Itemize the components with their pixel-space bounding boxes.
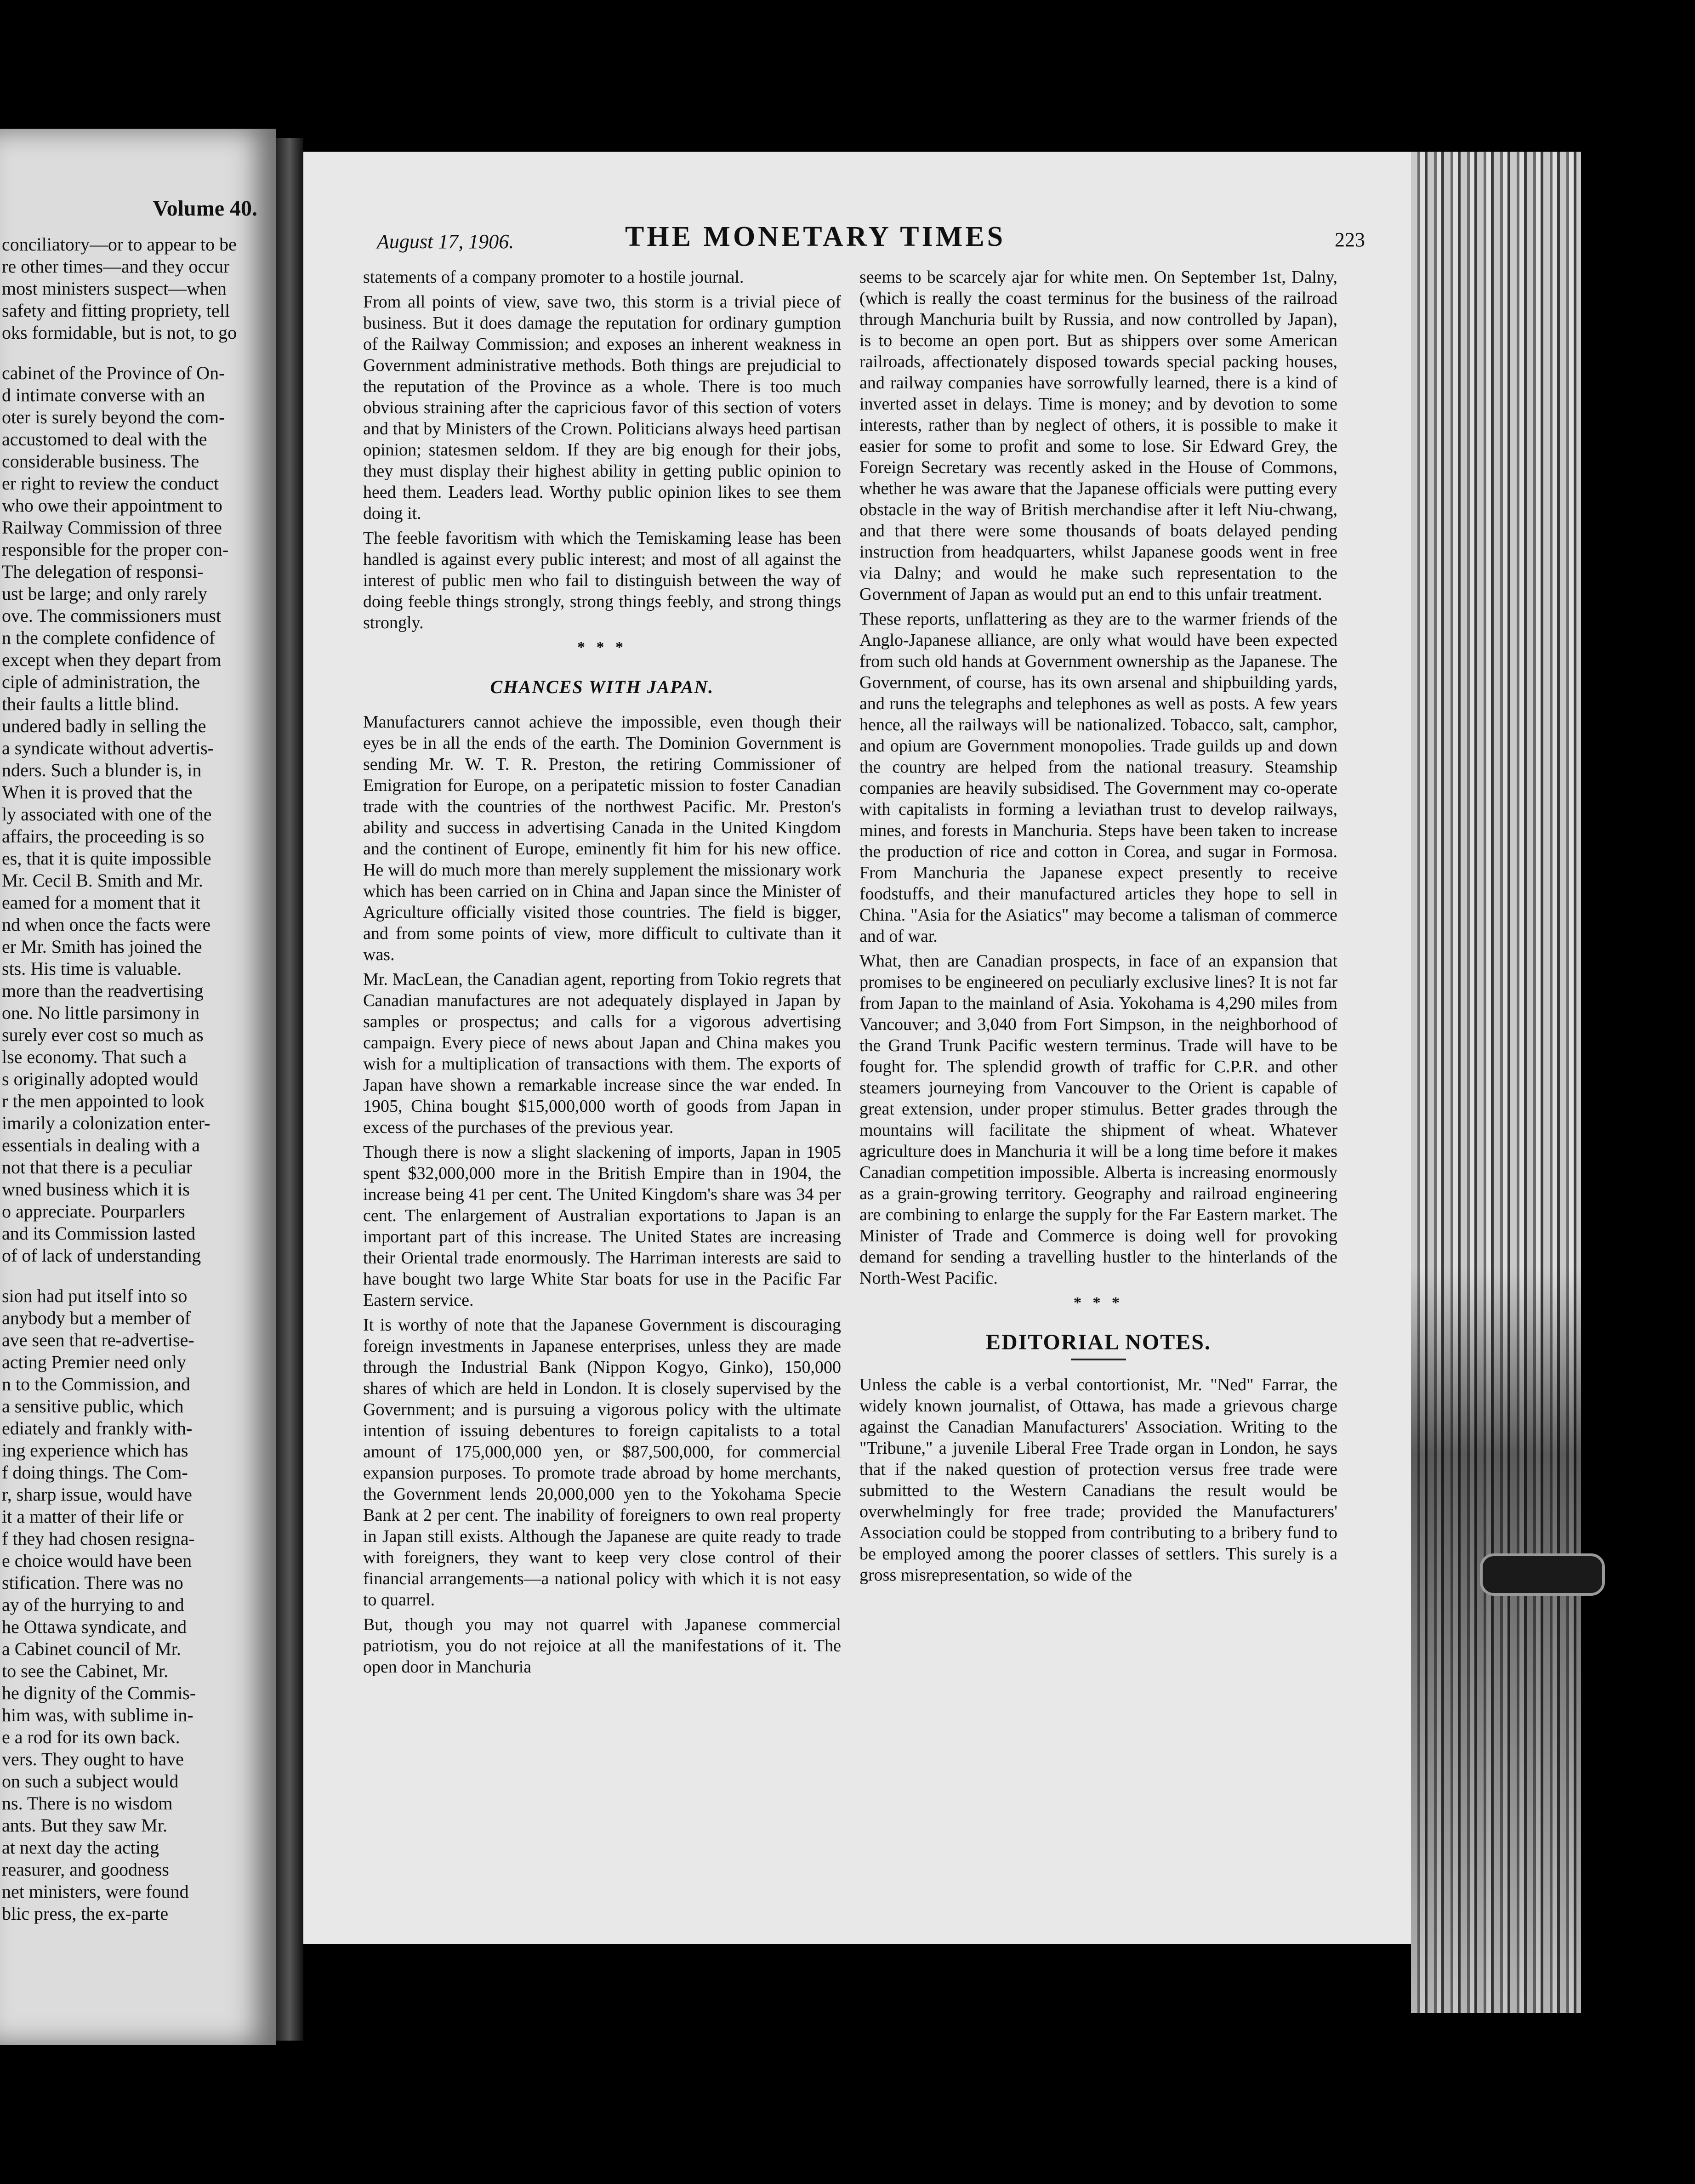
page-number: 223 [1335,228,1365,251]
paragraph: seems to be scarcely ajar for white men. On September 1st, Dalny, (which is really the coast terminus for the business of the railroad through Manchuria built by Russia, and now controlled by Japan), is to become an open port. But as shippers over some American railroads, affectionately disposed towards special packing houses, and railway companies have sorrowfully learned, there is a kind of inverted asset in delays. Time is money; and by devotion to some interests, rather than by neglect of others, it is possible to make it easier for some to profit and some to lose. Sir Edward Grey, the Foreign Secretary was recently asked in the House of Commons, whether he was aware that the Japanese officials were putting every obstacle in the way of British merchandise after it left Niu-chwang, and that there were some thousands of boats delayed pending instruction from headquarters, whilst Japanese goods went in free via Dalny; and would he make such representation to the Government of Japan as would put an end to this unfair treatment. [859,267,1337,604]
text-line: oter is surely beyond the com- [2,407,225,427]
text-line: on such a subject would [2,1771,179,1792]
text-line: er right to review the conduct [2,473,219,494]
text-line: f they had chosen resigna- [2,1528,195,1549]
text-line: ave seen that re-advertise- [2,1330,194,1350]
text-line: ediately and frankly with- [2,1418,193,1439]
text-line: undered badly in selling the [2,716,206,736]
text-line: to see the Cabinet, Mr. [2,1661,169,1681]
left-page [0,129,276,2045]
book-strap [1480,1553,1605,1596]
text-line: f doing things. The Com- [2,1462,188,1483]
text-line: it a matter of their life or [2,1506,184,1527]
column-two [859,267,1337,1589]
article-heading: CHANCES WITH JAPAN. [490,677,714,697]
text-line: sts. His time is valuable. [2,958,182,979]
book-gutter [276,138,303,2041]
text-line: o appreciate. Pourparlers [2,1201,185,1222]
paragraph: From all points of view, save two, this storm is a trivial piece of business. But it does damage the reputation for ordinary gumption of the Railway Commission; and exposes an inherent weakness in Government administrative methods. Both things are prejudicial to the reputation of the Province as a whole. There is too much obvious straining after the capricious favor of this section of voters and that by Ministers of the Crown. Politicians always heed partisan opinion; statesmen seldom. If they are big enough for their jobs, they must display their highest ability in getting public opinion to heed them. Leaders lead. Worthy public opinion likes to see them doing it. [363,292,841,523]
text-line: considerable business. The [2,451,199,472]
text-line: of of lack of understanding [2,1245,201,1266]
text-line: blic press, the ex-parte [2,1903,169,1924]
text-line: responsible for the proper con- [2,539,229,560]
issue-date: August 17, 1906. [377,230,514,253]
paragraph: Though there is now a slight slackening of imports, Japan in 1905 spent $32,000,000 more in the British Empire than in 1904, the increase being 41 per cent. The United Kingdom's share was 34 per cent. The enlargement of Australian exportations to Japan is an important part of this increase. The United States are increasing their Oriental trade enormously. The Harriman interests are said to have bought two large White Star boats for use in the Pacific Far Eastern service. [363,1143,841,1310]
text-line: safety and fitting propriety, tell [2,300,230,321]
paragraph: It is worthy of note that the Japanese Government is discouraging foreign investments in Japanese enterprises, unless they are made through the Industrial Bank (Nippon Kogyo, Ginko), 150,000 shares of which are held in London. It is closely supervised by the Government; and is pursuing a vigorous policy with the ultimate intention of issuing debentures to foreign capitalists to a total amount of 175,000,000 yen, or $87,500,000, for commercial expansion purposes. To promote trade abroad by home merchants, the Government lends 20,000,000 yen to the Yokohama Specie Bank at 2 per cent. The inability of foreigners to own real property in Japan still exists. Although the Japanese are quite ready to trade with foreigners, they want to keep very close control of their financial arrangements—a national policy with which it is not easy to quarrel. [363,1315,841,1610]
text-line: sion had put itself into so [2,1285,188,1306]
text-line: ing experience which has [2,1440,188,1461]
paragraph: Mr. MacLean, the Canadian agent, reporting from Tokio regrets that Canadian manufactures are not adequately displayed in Japan by samples or prospectus; and calls for a vigorous advertising campaign. Every piece of news about Japan and China makes you wish for a multiplication of transactions with them. The exports of Japan have shown a remarkable increase since the war ended. In 1905, China bought $15,000,000 worth of goods from Japan in excess of the purchases of the previous year. [363,970,841,1137]
text-line: es, that it is quite impossible [2,848,211,869]
page-edge-shadow [1411,152,1581,2013]
text-line: he dignity of the Commis- [2,1683,196,1703]
paragraph: The feeble favoritism with which the Temiskaming lease has been handled is against every public interest; and most of all against the interest of public men who fail to distinguish between the way of doing feeble things strongly, strong things feebly, and strong things strongly. [363,529,841,632]
text-line: ciple of administration, the [2,671,200,692]
text-line: most ministers suspect—when [2,278,227,299]
text-line: cabinet of the Province of On- [2,363,225,383]
text-line: n to the Commission, and [2,1374,190,1394]
text-line: lse economy. That such a [2,1046,187,1067]
text-line: nders. Such a blunder is, in [2,760,202,780]
text-line: er Mr. Smith has joined the [2,936,202,957]
column-one [363,267,841,1681]
text-line: who owe their appointment to [2,495,222,516]
text-line: more than the readvertising [2,980,204,1001]
heading-rule [1071,1359,1126,1360]
text-line: anybody but a member of [2,1308,191,1328]
text-line: eamed for a moment that it [2,892,201,913]
right-page [303,152,1416,1944]
text-line: r the men appointed to look [2,1091,205,1111]
text-line: surely ever cost so much as [2,1024,204,1045]
left-page-column [0,198,267,1925]
section-divider: * * * [1074,1294,1123,1311]
paragraph: But, though you may not quarrel with Japanese commercial patriotism, you do not rejoice at all the manifestations of it. The open door in Manchuria [363,1615,841,1677]
text-line: wned business which it is [2,1179,190,1200]
book-page-edges [1411,152,1581,2013]
text-line: e choice would have been [2,1550,192,1571]
text-line: and its Commission lasted [2,1223,196,1244]
text-line: ly associated with one of the [2,804,212,825]
section-heading: EDITORIAL NOTES. [986,1330,1211,1354]
text-line: accustomed to deal with the [2,429,207,449]
text-line: except when they depart from [2,649,222,670]
text-line: a Cabinet council of Mr. [2,1638,181,1659]
text-line: essentials in dealing with a [2,1135,200,1155]
text-line: he Ottawa syndicate, and [2,1616,187,1637]
paragraph: Manufacturers cannot achieve the impossible, even though their eyes be in all the ends of the earth. The Dominion Government is sending Mr. W. T. R. Preston, the retiring Commissioner of Emigration for Europe, on a peripatetic mission to foster Canadian trade with the countries of the northwest Pacific. Mr. Preston's ability and success in advertising Canada in the United Kingdom and the continent of Europe, eminently fit him for his new office. He will do much more than merely supplement the missionary work which has been carried on in China and Japan since the Minister of Agriculture officially visited those countries. The field is bigger, and from some points of view, more difficult to cultivate than it was. [363,712,841,964]
text-line: s originally adopted would [2,1069,199,1089]
text-line: acting Premier need only [2,1352,186,1372]
text-line: nd when once the facts were [2,914,211,935]
paragraph: statements of a company promoter to a hostile journal. [363,267,744,287]
text-line: a syndicate without advertis- [2,738,214,758]
volume-label: Volume 40. [153,196,257,221]
text-line: The delegation of responsi- [2,561,204,582]
text-line: ust be large; and only rarely [2,583,207,604]
text-line: imarily a colonization enter- [2,1113,210,1133]
left-page-lines [0,233,267,1925]
paragraph: These reports, unflattering as they are to the warmer friends of the Anglo-Japanese alliance, are only what would have been expected from such old hands at Government ownership as the Japanese. The Government, of course, has its own arsenal and shipbuilding yards, and runs the telegraphs and telephones as well as posts. A few years hence, all the railways will be nationalized. Tobacco, salt, camphor, and opium are Government monopolies. Trade guilds up and down the country are helped from the national treasury. Steamship companies are heavily subsidised. The Government may co-operate with capitalists in forming a leviathan trust to develop railways, mines, and forests in Manchuria. Steps have been taken to increase the production of rice and cotton in Corea, and sugar in Formosa. From Manchuria the Japanese expect presently to receive foodstuffs, and their manufactured articles they hope to sell in China. "Asia for the Asiatics" may become a talisman of commerce and of war. [859,609,1337,946]
section-divider: * * * [577,639,627,656]
text-line: a sensitive public, which [2,1396,184,1416]
text-line: their faults a little blind. [2,694,179,714]
text-line: Railway Commission of three [2,517,222,538]
text-line: conciliatory—or to appear to be [2,234,237,255]
text-line: ants. But they saw Mr. [2,1815,167,1836]
text-line: e a rod for its own back. [2,1727,180,1747]
text-line: not that there is a peculiar [2,1157,193,1177]
text-line: ay of the hurrying to and [2,1594,184,1615]
paragraph: Unless the cable is a verbal contortionist, Mr. "Ned" Farrar, the widely known journalist, of Ottawa, has made a grievous charge against the Canadian Manufacturers' Association. Writing to the "Tribune," a juvenile Liberal Free Trade organ in London, he says that if the naked question of protection versus free trade were submitted to the Western Canadians the result would be overwhelmingly for free trade; provided the Manufacturers' Association could be stopped from contributing to a bribery fund to be employed among the poorer classes of settlers. This surely is a gross misrepresentation, so wide of the [859,1375,1337,1585]
line-gap [0,1267,267,1285]
text-line: re other times—and they occur [2,256,230,277]
text-line: ns. There is no wisdom [2,1793,173,1814]
text-line: net ministers, were found [2,1881,189,1902]
text-line: vers. They ought to have [2,1749,184,1769]
text-line: him was, with sublime in- [2,1705,193,1725]
text-line: d intimate converse with an [2,385,205,405]
text-line: r, sharp issue, would have [2,1484,192,1505]
text-line: Mr. Cecil B. Smith and Mr. [2,870,203,891]
line-gap [0,344,267,362]
text-line: affairs, the proceeding is so [2,826,205,847]
text-line: n the complete confidence of [2,627,216,648]
text-line: stification. There was no [2,1572,183,1593]
text-line: reasurer, and goodness [2,1859,169,1880]
page-header [303,221,1416,257]
paragraph: What, then are Canadian prospects, in face of an expansion that promises to be engineered on peculiarly exclusive lines? It is not far from Japan to the mainland of Asia. Yokohama is 4,290 miles from Vancouver; and 3,040 from Fort Simpson, in the neighborhood of the Grand Trunk Pacific western terminus. Trade will have to be fought for. The splendid growth of traffic for C.P.R. and other steamers journeying from Vancouver to the Orient is capable of great extension, under proper stimulus. Better grades through the mountains will facilitate the shipment of wheat. Whatever agriculture does in Manchuria it will be a long time before it makes Canadian competition impossible. Alberta is increasing enormously as a grain-growing territory. Geography and railroad engineering are combining to enlarge the supply for the Far Eastern market. The Minister of Trade and Commerce is doing well for provoking demand for sending a travelling hustler to the hinterlands of the North-West Pacific. [859,951,1337,1288]
text-line: at next day the acting [2,1837,159,1858]
text-line: ove. The commissioners must [2,605,221,626]
text-line: When it is proved that the [2,782,193,802]
text-line: oks formidable, but is not, to go [2,322,237,343]
masthead-title: THE MONETARY TIMES [625,221,1006,252]
text-line: one. No little parsimony in [2,1002,199,1023]
